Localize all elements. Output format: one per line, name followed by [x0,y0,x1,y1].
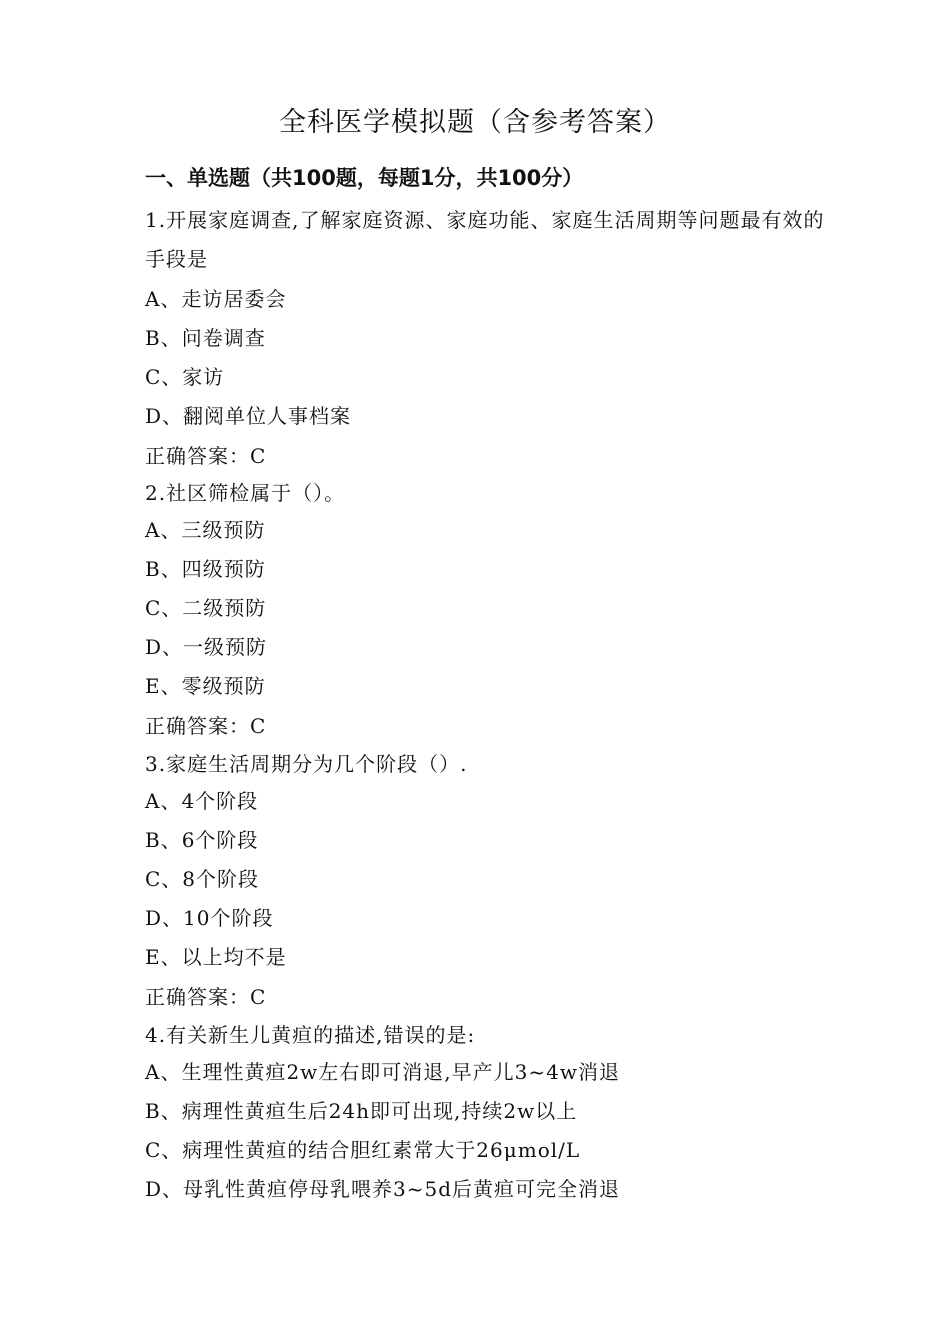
question-4-option-b: B、病理性黄疸生后24h即可出现,持续2w以上 [145,1099,578,1123]
question-2-option-d: D、一级预防 [145,635,268,659]
question-1-option-a: A、走访居委会 [145,287,287,311]
question-3-text: 3.家庭生活周期分为几个阶段（）. [145,752,468,776]
question-4-option-d: D、母乳性黄疸停母乳喂养3~5d后黄疸可完全消退 [145,1177,621,1201]
document-title: 全科医学模拟题（含参考答案） [279,107,671,138]
question-4-text: 4.有关新生儿黄疸的描述,错误的是: [145,1023,476,1047]
question-2-option-e: E、零级预防 [145,674,266,698]
section-heading: 一、单选题（共100题，每题1分，共100分） [145,166,584,190]
question-1-option-c: C、家访 [145,365,225,389]
question-3-option-a: A、4个阶段 [145,789,259,813]
question-3-option-b: B、6个阶段 [145,828,259,852]
question-1-option-b: B、问卷调查 [145,326,266,350]
question-3-option-c: C、8个阶段 [145,867,260,891]
question-3-option-d: D、10个阶段 [145,906,274,930]
question-3-option-e: E、以上均不是 [145,945,287,969]
question-3-answer: 正确答案：C [145,985,267,1009]
question-4-option-c: C、病理性黄疸的结合胆红素常大于26μmol/L [145,1138,581,1162]
question-2-answer: 正确答案：C [145,714,267,738]
question-1-option-d: D、翻阅单位人事档案 [145,404,352,428]
question-1-text: 1.开展家庭调查,了解家庭资源、家庭功能、家庭生活周期等问题最有效的手段是 [145,208,825,271]
question-2-text: 2.社区筛检属于（）。 [145,481,346,505]
question-2-option-b: B、四级预防 [145,557,266,581]
question-4-option-a: A、生理性黄疸2w左右即可消退,早产儿3~4w消退 [145,1060,620,1084]
question-1-answer: 正确答案：C [145,444,267,468]
question-2-option-a: A、三级预防 [145,518,266,542]
question-2-option-c: C、二级预防 [145,596,267,620]
